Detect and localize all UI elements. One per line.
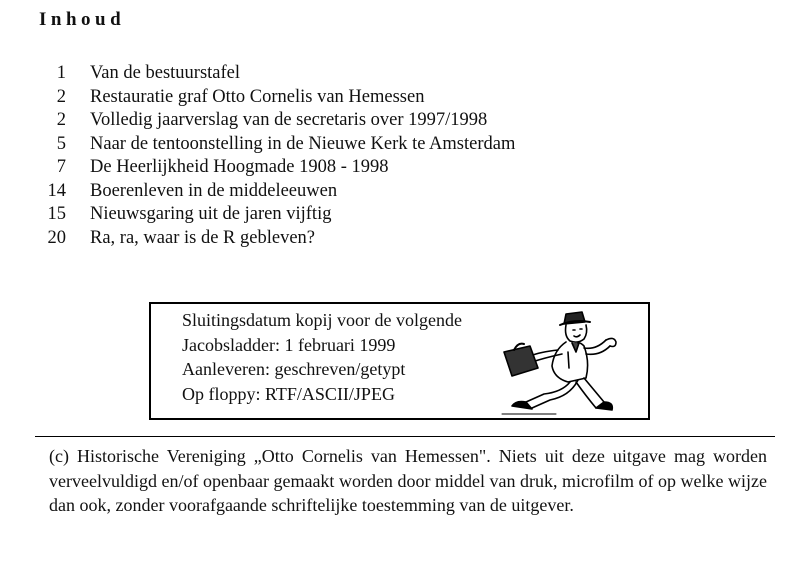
toc-title: Volledig jaarverslag van de secretaris over 1997/1998 [90, 110, 488, 131]
toc-title: Restauratie graf Otto Cornelis van Hemessen [90, 86, 425, 107]
toc-page-number: 20 [47, 227, 66, 248]
toc-page-number: 2 [56, 86, 66, 107]
toc-page-number: 2 [56, 110, 66, 131]
toc-page-number: 7 [56, 157, 66, 178]
toc-entry [40, 86, 515, 110]
notice-text [182, 308, 462, 406]
toc-title: De Heerlijkheid Hoogmade 1908 - 1998 [90, 157, 389, 178]
toc-title: Nieuwsgaring uit de jaren vijftig [90, 204, 332, 225]
toc-entry [40, 133, 515, 157]
toc-entry [40, 180, 515, 204]
toc-page-number: 14 [47, 180, 66, 201]
notice-line: Op floppy: RTF/ASCII/JPEG [182, 383, 395, 404]
page-heading: Inhoud [39, 9, 126, 30]
divider [35, 436, 775, 437]
notice-line: Jacobsladder: 1 februari 1999 [182, 334, 396, 355]
toc-title: Ra, ra, waar is de R gebleven? [90, 227, 315, 248]
toc-entry [40, 203, 515, 227]
notice-line: Sluitingsdatum kopij voor de volgende [182, 310, 462, 330]
notice-line: Aanleveren: geschreven/getypt [182, 359, 406, 379]
copy-deadline-notice [149, 302, 650, 420]
toc-entry [40, 62, 515, 86]
table-of-contents [40, 62, 515, 250]
toc-entry [40, 227, 515, 251]
toc-page-number: 15 [47, 204, 66, 225]
toc-entry [40, 156, 515, 180]
toc-title: Boerenleven in de middeleeuwen [90, 180, 338, 201]
running-man-with-briefcase-icon [496, 306, 621, 418]
toc-page-number: 1 [56, 63, 66, 84]
copyright-notice: (c) Historische Vereniging „Otto Cornelis van Hemessen". Niets uit deze uitgave mag worden verveelvuldigd en/of openbaar gemaakt worden door middel van druk, microfilm of op welke wijze dan ook, zonder voorafgaande schriftelijke toestemming van de uitgever. [49, 446, 767, 515]
toc-title: Van de bestuurstafel [90, 63, 241, 84]
toc-page-number: 5 [56, 133, 66, 154]
toc-entry [40, 109, 515, 133]
toc-title: Naar de tentoonstelling in de Nieuwe Kerk te Amsterdam [90, 133, 516, 154]
